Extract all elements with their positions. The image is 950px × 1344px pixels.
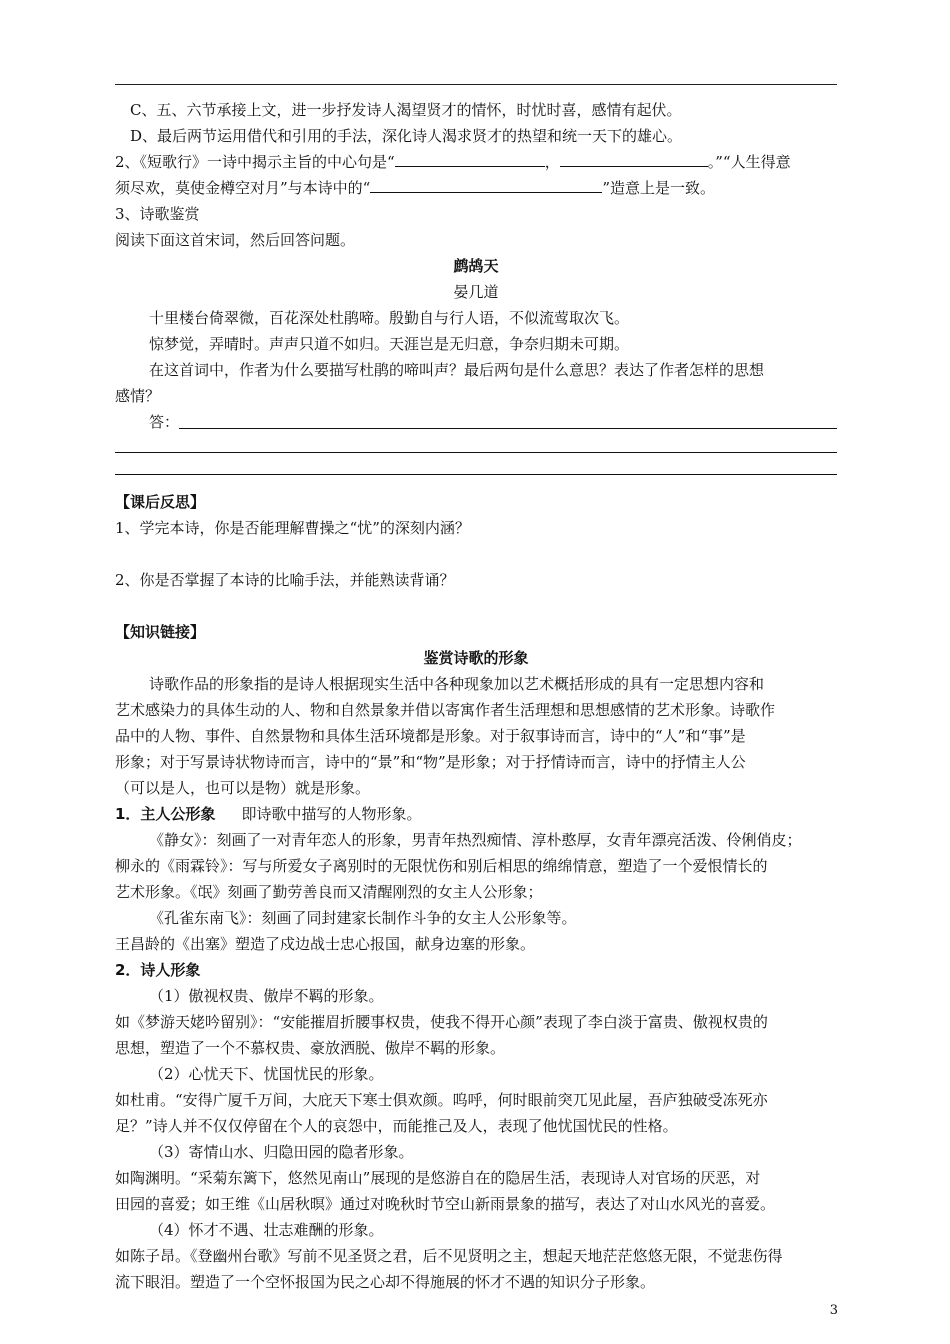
header-rule: [115, 84, 837, 85]
section-1-line: 柳永的《雨霖铃》：写与所爱女子离别时的无限忧伤和别后相思的绵绵情意，塑造了一个爱恨情长的: [115, 857, 768, 875]
subsection-3-title: （3）寄情山水、归隐田园的隐者形象。: [149, 1143, 414, 1161]
q2-text-b: ，: [544, 153, 560, 171]
subsection-2-title: （2）心忧天下、忧国忧民的形象。: [149, 1065, 384, 1083]
fill-blank-3[interactable]: [370, 176, 602, 193]
q2-text-e: ”造意上是一致。: [602, 179, 716, 197]
question-3-intro: 阅读下面这首宋词，然后回答问题。: [115, 231, 356, 249]
q2-text-a: 2、《短歌行》一诗中揭示主旨的中心句是“: [115, 153, 395, 171]
knowledge-para-line: 品中的人物、事件、自然景物和具体生活环境都是形象。对于叙事诗而言，诗中的“人”和“事”是: [115, 727, 746, 745]
answer-line-3[interactable]: [115, 474, 837, 475]
question-3-heading: 3、诗歌鉴赏: [115, 205, 200, 223]
fill-blank-2[interactable]: [560, 150, 708, 167]
answer-row: [115, 409, 837, 435]
knowledge-para-line: 形象；对于写景诗状物诗而言，诗中的“景”和“物”是形象；对于抒情诗而言，诗中的抒情主人公: [115, 753, 746, 771]
poem-line-1: 十里楼台倚翠微，百花深处杜鹃啼。殷勤自与行人语，不似流莺取次飞。: [149, 309, 630, 327]
answer-row-3: [115, 461, 837, 487]
section-1-line: 艺术形象。《氓》刻画了勤劳善良而又清醒刚烈的女主人公形象；: [115, 883, 543, 901]
question-2-line2: [115, 175, 837, 201]
section-1-line: 《静女》：刻画了一对青年恋人的形象，男青年热烈痴情、淳朴憨厚，女青年漂亮活泼、伶俐俏皮；: [149, 831, 802, 849]
knowledge-para-line: 诗歌作品的形象指的是诗人根据现实生活中各种现象加以艺术概括形成的具有一定思想内容和: [149, 675, 765, 693]
subsection-3-line: 田园的喜爱；如王维《山居秋暝》通过对晚秋时节空山新雨景象的描写，表达了对山水风光的喜爱。: [115, 1195, 776, 1213]
section-1-desc: 即诗歌中描写的人物形象。: [241, 805, 422, 823]
subsection-4-title: （4）怀才不遇、壮志难酬的形象。: [149, 1221, 384, 1239]
q2-text-d: 须尽欢，莫使金樽空对月”与本诗中的“: [115, 179, 371, 197]
page-number: 3: [829, 1303, 838, 1318]
knowledge-title: 鉴赏诗歌的形象: [423, 649, 529, 667]
subsection-4-line: 流下眼泪。塑造了一个空怀报国为民之心却不得施展的怀才不遇的知识分子形象。: [115, 1273, 656, 1291]
poem-author: 晏几道: [453, 283, 499, 301]
content: [115, 97, 837, 1295]
option-c: C、五、六节承接上文，进一步抒发诗人渴望贤才的情怀，时忧时喜，感情有起伏。: [130, 101, 682, 119]
subsection-1-line: 思想，塑造了一个不慕权贵、豪放洒脱、傲岸不羁的形象。: [115, 1039, 506, 1057]
question-2-line1: [115, 149, 837, 175]
answer-line-1[interactable]: [179, 428, 837, 429]
section-1-title: 1．主人公形象: [115, 805, 216, 823]
reflection-item-2: 2、你是否掌握了本诗的比喻手法，并能熟读背诵？: [115, 571, 455, 589]
poem-line-2: 惊梦觉，弄晴时。声声只道不如归。天涯岂是无归意，争奈归期未可期。: [149, 335, 630, 353]
answer-row-2: [115, 435, 837, 461]
knowledge-heading: 【知识链接】: [115, 623, 206, 641]
reflection-heading: 【课后反思】: [115, 493, 206, 511]
section-1-line: 王昌龄的《出塞》塑造了戍边战士忠心报国，献身边塞的形象。: [115, 935, 536, 953]
knowledge-para-line: （可以是人，也可以是物）就是形象。: [115, 779, 371, 797]
answer-label: 答：: [149, 413, 180, 431]
section-2-title: 2．诗人形象: [115, 961, 201, 979]
q2-text-c: 。”“人生得意: [707, 153, 791, 171]
poem-title: 鹧鸪天: [453, 257, 499, 275]
knowledge-para-line: 艺术感染力的具体生动的人、物和自然景象并借以寄寓作者生活理想和思想感情的艺术形象。诗歌作: [115, 701, 776, 719]
question-3-prompt-1: 在这首词中，作者为什么要描写杜鹃的啼叫声？最后两句是什么意思？表达了作者怎样的思想: [149, 361, 765, 379]
fill-blank-1[interactable]: [395, 150, 545, 167]
spacer: [115, 541, 837, 567]
subsection-4-line: 如陈子昂。《登幽州台歌》写前不见圣贤之君，后不见贤明之主，想起天地茫茫悠悠无限，不觉悲伤得: [115, 1247, 783, 1265]
subsection-1-title: （1）傲视权贵、傲岸不羁的形象。: [149, 987, 384, 1005]
reflection-item-1: 1、学完本诗，你是否能理解曹操之“忧”的深刻内涵？: [115, 519, 470, 537]
section-1-heading: [115, 801, 837, 827]
option-d: D、最后两节运用借代和引用的手法，深化诗人渴求贤才的热望和统一天下的雄心。: [130, 127, 683, 145]
subsection-1-line: 如《梦游天姥吟留别》：“安能摧眉折腰事权贵，使我不得开心颜”表现了李白淡于富贵、傲视权贵的: [115, 1013, 768, 1031]
subsection-2-line: 如杜甫。“安得广厦千万间，大庇天下寒士俱欢颜。呜呼，何时眼前突兀见此屋，吾庐独破受冻死亦: [115, 1091, 768, 1109]
answer-line-2[interactable]: [115, 452, 837, 453]
question-3-prompt-2: 感情？: [115, 387, 161, 405]
subsection-3-line: 如陶渊明。“采菊东篱下，悠然见南山”展现的是悠游自在的隐居生活，表现诗人对官场的厌恶，对: [115, 1169, 761, 1187]
spacer: [115, 593, 837, 619]
subsection-2-line: 足？”诗人并不仅仅停留在个人的哀怨中，而能推己及人，表现了他忧国忧民的性格。: [115, 1117, 678, 1135]
section-1-line: 《孔雀东南飞》：刻画了同封建家长制作斗争的女主人公形象等。: [149, 909, 577, 927]
